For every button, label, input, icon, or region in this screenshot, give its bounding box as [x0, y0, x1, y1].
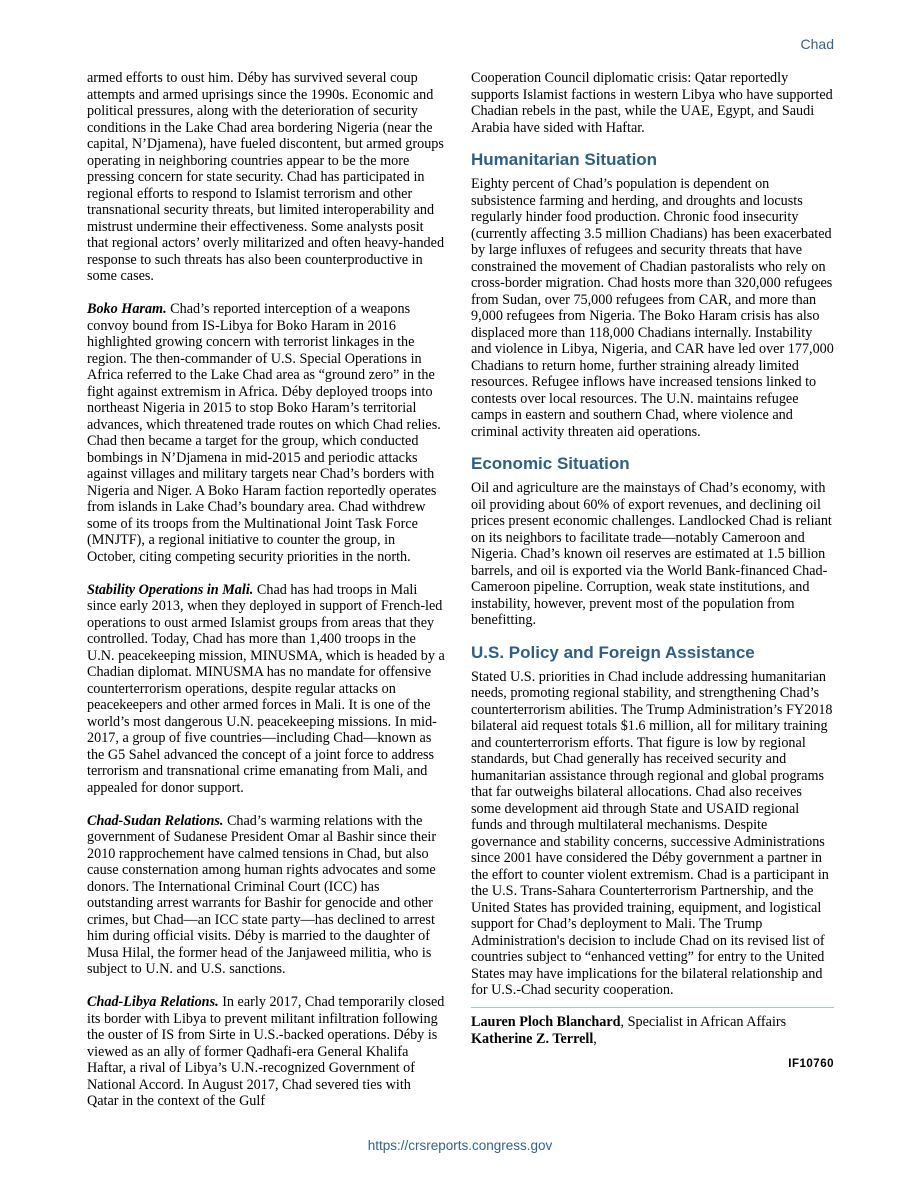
- author-divider: [471, 1007, 834, 1008]
- paragraph-chad-libya: Chad-Libya Relations. In early 2017, Chad temporarily closed its border with Libya to prevent militant infiltration following the ouster of IS from Sirte in U.S.-backed operations. Déby is viewed as an ally of former Qadhafi-era General Khalifa Haftar, a rival of Libya’s U.N.-recognized Government of National Accord. In August 2017, Chad severed ties with Qatar in the context of the Gulf: [87, 994, 445, 1109]
- lead-chad-sudan: Chad-Sudan Relations.: [87, 812, 224, 829]
- paragraph-boko-haram: Boko Haram. Chad’s reported interception of a weapons convoy bound from IS-Libya for Boko Haram in 2016 highlighted growing concern with terrorist linkages in the region. The then-commander of U.S. Special Operations in Africa referred to the Lake Chad area as “ground zero” in the fight against extremism in Africa. Déby deployed troops into northeast Nigeria in 2015 to stop Boko Haram’s territorial advances, which threatened trade routes on which Chad relies. Chad then became a target for the group, which conducted bombings in N’Djamena in mid-2015 and periodic attacks against villages and military targets near Chad’s borders with Nigeria and Niger. A Boko Haram faction reportedly operates from islands in Lake Chad’s boundary area. Chad withdrew some of its troops from the Multinational Joint Task Force (MNJTF), a regional initiative to counter the group, in October, citing competing security priorities in the north.: [87, 301, 441, 565]
- heading-economic: Economic Situation: [471, 454, 630, 473]
- heading-us-policy: U.S. Policy and Foreign Assistance: [471, 642, 755, 662]
- lead-chad-libya: Chad-Libya Relations.: [87, 994, 219, 1010]
- lead-boko-haram: Boko Haram.: [87, 301, 167, 317]
- heading-humanitarian: Humanitarian Situation: [471, 150, 658, 169]
- author-line: Lauren Ploch Blanchard, Specialist in African Affairs: [471, 1013, 787, 1030]
- paragraph-intro-continued: armed efforts to oust him. Déby has survived several coup attempts and armed uprisings since the 1990s. Economic and political pressures, along with the deterioration of security conditions in the Lake Chad area bordering Nigeria (near the capital, N’Djamena), have fueled discontent, but armed groups operating in neighboring countries appear to be the more pressing concern for state security. Chad has participated in regional efforts to respond to Islamist terrorism and other transnational security threats, but limited interoperability and mistrust undermine their effectiveness. Some analysts posit that regional actors’ overly militarized and often heavy-handed response to such threats has also been counterproductive in some cases.: [87, 70, 445, 284]
- paragraph-gulf-continued: Cooperation Council diplomatic crisis: Qatar reportedly supports Islamist factions in western Libya who have supported Chadian rebels in the past, while the UAE, Egypt, and Saudi Arabia have sided with Haftar.: [471, 70, 833, 136]
- author-line: Katherine Z. Terrell,: [471, 1030, 597, 1047]
- paragraph-mali: Stability Operations in Mali. Chad has had troops in Mali since early 2013, when they deployed in support of French-led operations to oust armed Islamist groups from areas that they controlled. Today, Chad has more than 1,400 troops in the U.N. peacekeeping mission, MINUSMA, which is headed by a Chadian diplomat. MINUSMA has no mandate for offensive counterterrorism operations, despite regular attacks on peacekeepers and other armed forces in Mali. It is one of the world’s most dangerous U.N. peacekeeping missions. In mid-2017, a group of five countries—including Chad—known as the G5 Sahel advanced the concept of a joint force to address terrorism and transnational crime emanating from Mali, and appealed for donor support.: [87, 581, 445, 796]
- author-name: Katherine Z. Terrell: [471, 1030, 594, 1047]
- running-header: Chad: [800, 36, 834, 52]
- right-column: [471, 70, 834, 1070]
- author-name: Lauren Ploch Blanchard: [471, 1013, 621, 1030]
- paragraph-chad-sudan: Chad-Sudan Relations. Chad’s warming relations with the government of Sudanese President Omar al Bashir since their 2010 rapprochement have calmed tensions in Chad, but also cause consternation among human rights advocates and some donors. The International Criminal Court (ICC) has outstanding arrest warrants for Bashir for genocide and other crimes, but Chad—an ICC state party—has declined to arrest him during official visits. Déby is married to the daughter of Musa Hilal, the former head of the Janjaweed militia, who is subject to U.N. and U.S. sanctions.: [87, 812, 437, 977]
- footer-link[interactable]: https://crsreports.congress.gov: [367, 1138, 553, 1153]
- left-column: [87, 70, 445, 1110]
- report-code: IF10760: [788, 1057, 834, 1070]
- paragraph-humanitarian: Eighty percent of Chad’s population is dependent on subsistence farming and herding, and droughts and locusts regularly hinder food production. Chronic food insecurity (currently affecting 3.5 million Chadians) has been exacerbated by large influxes of refugees and security threats that have constrained the movement of Chadian pastoralists who rely on cross-border migration. Chad hosts more than 320,000 refugees from Sudan, over 75,000 refugees from CAR, and more than 9,000 refugees from Nigeria. The Boko Haram crisis has also displaced more than 118,000 Chadians internally. Instability and violence in Libya, Nigeria, and CAR have led over 177,000 Chadians to return home, further straining already limited resources. Refugee inflows have increased tensions linked to contests over local resources. The U.N. maintains refugee camps in eastern and southern Chad, where violence and criminal activity threaten aid operations.: [471, 176, 834, 440]
- paragraph-us-policy: Stated U.S. priorities in Chad include addressing humanitarian needs, promoting regional stability, and strengthening Chad’s counterterrorism abilities. The Trump Administration’s FY2018 bilateral aid request totals $1.6 million, all for military training and counterterrorism efforts. That figure is low by regional standards, but Chad generally has received security and humanitarian assistance through regional and global programs that far outweighs bilateral allocations. Chad also receives some development aid through State and USAID regional funds and through multilateral mechanisms. Despite governance and stability concerns, successive Administrations since 2001 have considered the Déby government a partner in the effort to counter violent extremism. Chad is a participant in the U.S. Trans-Sahara Counterterrorism Partnership, and the United States has provided training, equipment, and logistical support for Chad’s deployment to Mali. The Trump Administration's decision to include Chad on its revised list of countries subject to “enhanced vetting” for entry to the United States may have implications for the bilateral relationship and for U.S.-Chad security cooperation.: [471, 668, 833, 998]
- paragraph-economic: Oil and agriculture are the mainstays of Chad’s economy, with oil providing about 60% of export revenues, and declining oil prices present economic challenges. Landlocked Chad is reliant on its neighbors to facilitate trade—notably Cameroon and Nigeria. Chad’s known oil reserves are estimated at 1.5 billion barrels, and oil is exported via the World Bank-financed Chad-Cameroon pipeline. Corruption, weak state institutions, and instability, however, prevent most of the population from benefitting.: [471, 480, 832, 628]
- lead-mali: Stability Operations in Mali.: [87, 581, 254, 598]
